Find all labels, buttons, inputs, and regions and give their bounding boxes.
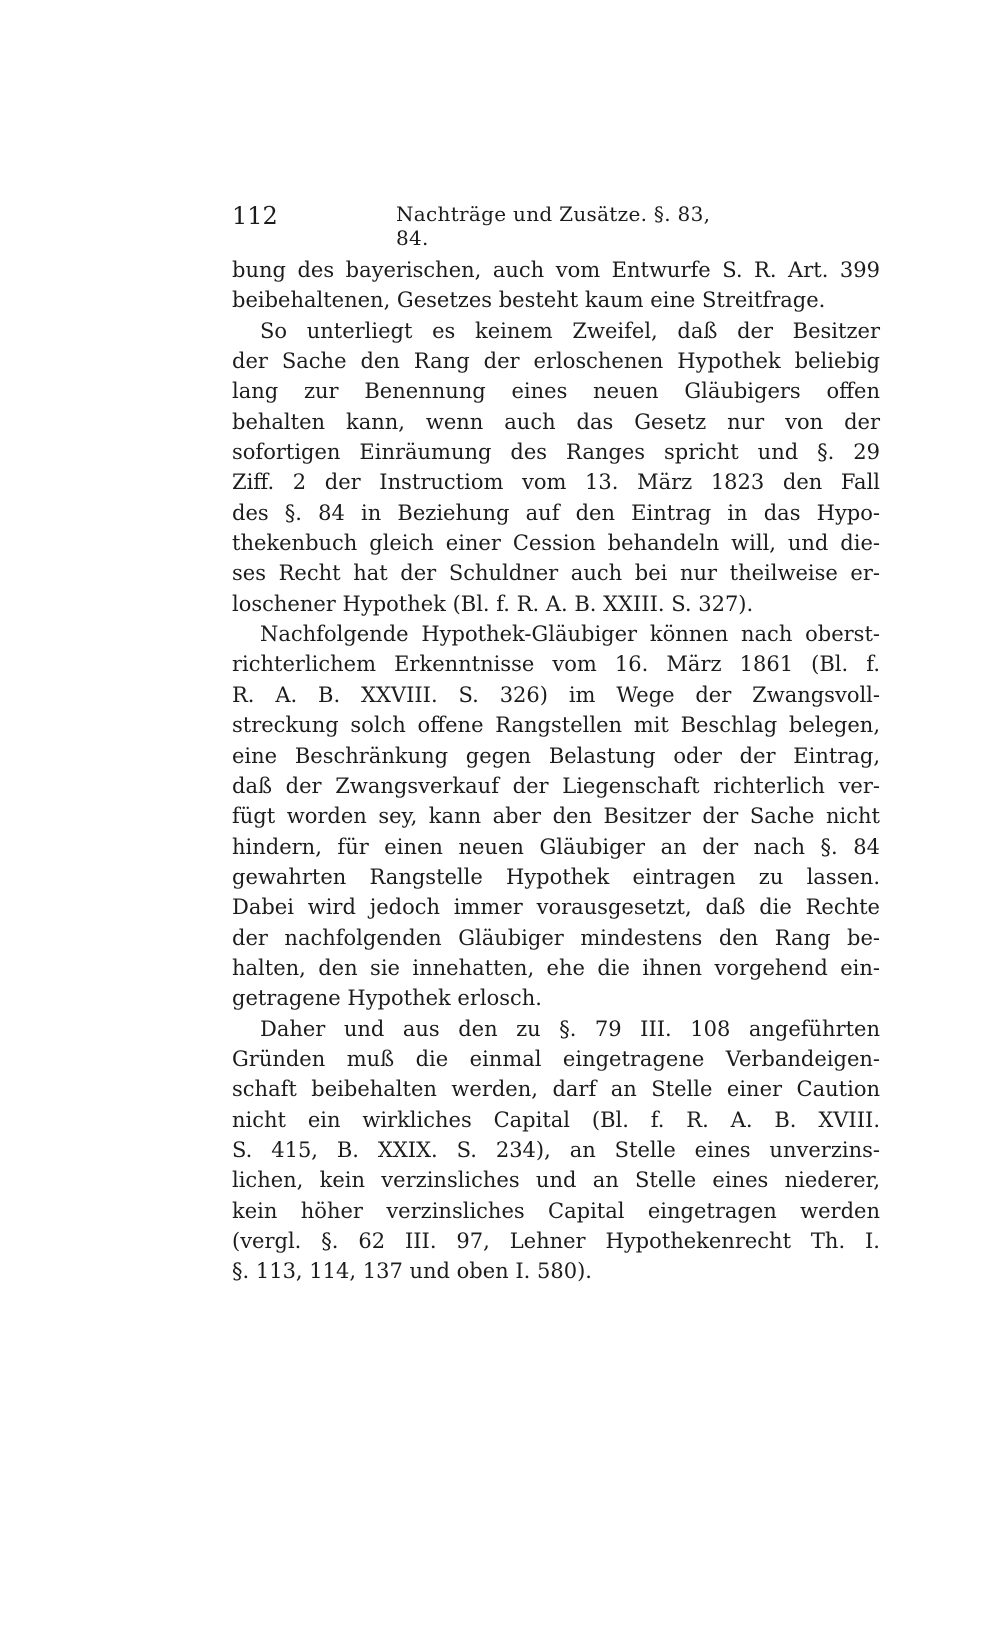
text-line: Nachfolgende Hypothek-Gläubiger können nach oberst- xyxy=(260,622,880,647)
body-text xyxy=(232,255,880,1287)
text-line: Ziff. 2 der Instructiom vom 13. März 1823 den Fall xyxy=(232,470,880,495)
text-line: beibehaltenen, Gesetzes besteht kaum eine Streitfrage. xyxy=(232,288,826,313)
text-line: behalten kann, wenn auch das Gesetz nur von der xyxy=(232,409,880,434)
text-line: Gründen muß die einmal eingetragene Verbandeigen- xyxy=(232,1046,880,1071)
text-line: lang zur Benennung eines neuen Gläubigers offen xyxy=(232,379,880,404)
text-line: Daher und aus den zu §. 79 III. 108 angeführten xyxy=(260,1016,880,1041)
text-line: Dabei wird jedoch immer vorausgesetzt, daß die Rechte xyxy=(232,895,880,920)
text-line: streckung solch offene Rangstellen mit Beschlag belegen, xyxy=(232,713,880,738)
text-line: S. 415, B. XXIX. S. 234), an Stelle eines unverzins- xyxy=(232,1137,880,1162)
page-header xyxy=(232,198,732,250)
text-line: getragene Hypothek erlosch. xyxy=(232,986,542,1011)
text-line: daß der Zwangsverkauf der Liegenschaft richterlich ver- xyxy=(232,773,880,798)
text-line: R. A. B. XXVIII. S. 326) im Wege der Zwangsvoll- xyxy=(232,682,880,707)
text-line: thekenbuch gleich einer Cession behandeln will, und die- xyxy=(232,531,880,556)
text-line: kein höher verzinsliches Capital eingetragen werden xyxy=(232,1198,880,1223)
text-line: eine Beschränkung gegen Belastung oder der Eintrag, xyxy=(232,743,880,768)
text-line: halten, den sie innehatten, ehe die ihnen vorgehend ein- xyxy=(232,955,880,980)
text-line: lichen, kein verzinsliches und an Stelle eines niederer, xyxy=(232,1168,880,1193)
text-line: hindern, für einen neuen Gläubiger an der nach §. 84 xyxy=(232,834,880,859)
text-line: So unterliegt es keinem Zweifel, daß der Besitzer xyxy=(260,318,880,343)
text-line: nicht ein wirkliches Capital (Bl. f. R. A. B. XVIII. xyxy=(232,1107,880,1132)
text-line: loschener Hypothek (Bl. f. R. A. B. XXIII. S. 327). xyxy=(232,591,754,616)
text-line: (vergl. §. 62 III. 97, Lehner Hypothekenrecht Th. I. xyxy=(232,1229,880,1253)
text-line: schaft beibehalten werden, darf an Stelle einer Caution xyxy=(232,1077,880,1102)
text-line: der Sache den Rang der erloschenen Hypothek beliebig xyxy=(232,349,880,374)
text-line: gewahrten Rangstelle Hypothek eintragen zu lassen. xyxy=(232,864,880,889)
text-line: bung des bayerischen, auch vom Entwurfe S. R. Art. 399 xyxy=(232,258,880,282)
page-number: 112 xyxy=(232,202,278,230)
text-line: fügt worden sey, kann aber den Besitzer der Sache nicht xyxy=(232,804,880,829)
text-line: des §. 84 in Beziehung auf den Eintrag in das Hypo- xyxy=(232,500,880,525)
text-line: ses Recht hat der Schuldner auch bei nur theilweise er- xyxy=(232,561,880,586)
text-line: richterlichem Erkenntnisse vom 16. März 1861 (Bl. f. xyxy=(232,652,880,677)
running-title: Nachträge und Zusätze. §. 83, 84. xyxy=(396,202,711,250)
text-line: sofortigen Einräumung des Ranges spricht und §. 29 xyxy=(232,440,880,465)
text-line: §. 113, 114, 137 und oben I. 580). xyxy=(232,1259,592,1284)
text-line: der nachfolgenden Gläubiger mindestens den Rang be- xyxy=(232,925,880,950)
